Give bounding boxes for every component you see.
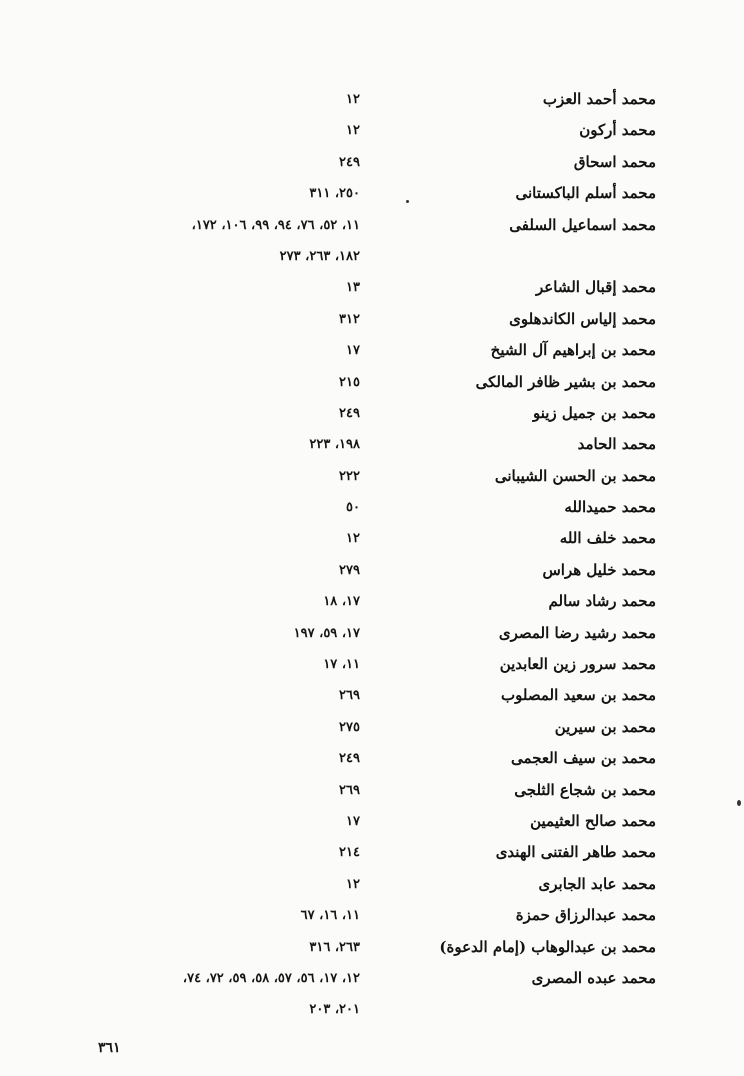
entry-page-numbers: ١٧، ٥٩، ١٩٧ <box>293 625 360 641</box>
entry-page-numbers: ١١، ٥٢، ٧٦، ٩٤، ٩٩، ١٠٦، ١٧٢، <box>191 217 360 233</box>
entry-name: محمد بن شجاع الثلجى <box>514 780 656 799</box>
index-entry <box>0 743 744 774</box>
entry-name: محمد طاهر الفتنى الهندى <box>495 843 656 862</box>
index-entry <box>0 304 744 335</box>
index-entry <box>0 178 744 209</box>
entry-name: محمد بن إبراهيم آل الشيخ <box>490 341 656 360</box>
entry-page-numbers: ٢٧٩ <box>339 562 360 578</box>
entry-name: محمد حميدالله <box>564 498 656 517</box>
entry-page-numbers: ١٨٢، ٢٦٣، ٢٧٣ <box>279 248 360 264</box>
index-entry <box>0 272 744 303</box>
name-index-list <box>0 84 744 1026</box>
entry-page-numbers: ١٧ <box>346 343 360 359</box>
entry-name: محمد خليل هراس <box>542 560 656 579</box>
entry-page-numbers: ٢٠١، ٢٠٣ <box>309 1002 360 1018</box>
entry-name: محمد بن عبدالوهاب (إمام الدعوة) <box>439 937 656 956</box>
entry-name: محمد إلياس الكاندهلوى <box>509 309 656 328</box>
index-entry <box>0 429 744 460</box>
entry-name: محمد الحامد <box>577 435 656 454</box>
entry-name: محمد عبده المصرى <box>531 968 656 987</box>
entry-page-numbers: ١٢، ١٧، ٥٦، ٥٧، ٥٨، ٥٩، ٧٢، ٧٤، <box>182 970 360 986</box>
entry-page-numbers: ٣١٢ <box>339 311 360 327</box>
index-entry <box>0 932 744 963</box>
entry-page-numbers: ٢٢٢ <box>339 468 360 484</box>
index-entry <box>0 775 744 806</box>
entry-name: محمد صالح العثيمين <box>530 811 656 830</box>
entry-page-numbers: ٢٥٠، ٣١١ <box>309 186 360 202</box>
entry-page-numbers: ٢٤٩ <box>339 154 360 170</box>
entry-name: محمد عبدالرزاق حمزة <box>515 906 656 925</box>
page-number: ٣٦١ <box>98 1040 121 1056</box>
scan-speck <box>737 800 741 806</box>
index-entry <box>0 963 744 994</box>
index-entry <box>0 461 744 492</box>
entry-name: محمد رشيد رضا المصرى <box>498 623 656 642</box>
index-entry <box>0 712 744 743</box>
entry-name: محمد بن جميل زينو <box>532 403 656 422</box>
entry-page-numbers: ٢٤٩ <box>339 751 360 767</box>
entry-page-numbers: ٢٤٩ <box>339 405 360 421</box>
entry-page-numbers: ٢١٥ <box>339 374 360 390</box>
index-entry <box>0 84 744 115</box>
entry-page-numbers: ٢١٤ <box>339 845 360 861</box>
index-entry <box>0 115 744 146</box>
entry-name: محمد بن سيرين <box>554 717 656 736</box>
index-entry <box>0 492 744 523</box>
entry-page-numbers: ١٧ <box>346 813 360 829</box>
entry-name: محمد عابد الجابرى <box>538 874 656 893</box>
entry-name: محمد بن بشير ظافر المالكى <box>475 372 656 391</box>
entry-page-numbers: ١٢ <box>346 531 360 547</box>
entry-page-numbers: ٢٦٩ <box>339 782 360 798</box>
entry-page-numbers: ٢٦٩ <box>339 688 360 704</box>
entry-name: محمد بن الحسن الشيبانى <box>494 466 656 485</box>
entry-name: محمد سرور زين العابدين <box>499 655 656 674</box>
index-entry <box>0 837 744 868</box>
entry-name: محمد اسماعيل السلفى <box>509 215 656 234</box>
index-entry <box>0 367 744 398</box>
entry-name: محمد بن سيف العجمى <box>511 749 656 768</box>
index-entry <box>0 586 744 617</box>
index-entry <box>0 241 744 272</box>
index-entry <box>0 618 744 649</box>
entry-name: محمد خلف الله <box>559 529 656 548</box>
index-entry <box>0 806 744 837</box>
index-entry <box>0 147 744 178</box>
entry-name: محمد اسحاق <box>573 152 656 171</box>
entry-name: محمد أركون <box>579 121 656 140</box>
index-entry <box>0 555 744 586</box>
entry-page-numbers: ٢٦٣، ٣١٦ <box>309 939 360 955</box>
index-entry <box>0 210 744 241</box>
index-entry <box>0 994 744 1025</box>
index-entry <box>0 900 744 931</box>
entry-name: محمد بن سعيد المصلوب <box>501 686 656 705</box>
entry-page-numbers: ١٢ <box>346 123 360 139</box>
index-entry <box>0 335 744 366</box>
entry-page-numbers: ١٢ <box>346 876 360 892</box>
index-entry <box>0 523 744 554</box>
entry-page-numbers: ٢٧٥ <box>339 719 360 735</box>
entry-page-numbers: ١١، ١٦، ٦٧ <box>300 908 360 924</box>
entry-page-numbers: ٥٠ <box>346 500 360 516</box>
index-entry <box>0 398 744 429</box>
entry-page-numbers: ١٧، ١٨ <box>323 594 360 610</box>
index-entry <box>0 680 744 711</box>
entry-page-numbers: ١٢ <box>346 92 360 107</box>
entry-page-numbers: ١٣ <box>346 280 360 296</box>
entry-page-numbers: ١٩٨، ٢٢٣ <box>309 437 360 453</box>
entry-name: محمد إقبال الشاعر <box>536 278 656 297</box>
index-entry <box>0 869 744 900</box>
scan-speck <box>406 200 409 203</box>
entry-name: محمد أحمد العزب <box>542 90 656 108</box>
index-entry <box>0 649 744 680</box>
entry-name: محمد رشاد سالم <box>548 592 656 611</box>
entry-page-numbers: ١١، ١٧ <box>323 657 360 673</box>
entry-name: محمد أسلم الباكستانى <box>515 184 656 203</box>
